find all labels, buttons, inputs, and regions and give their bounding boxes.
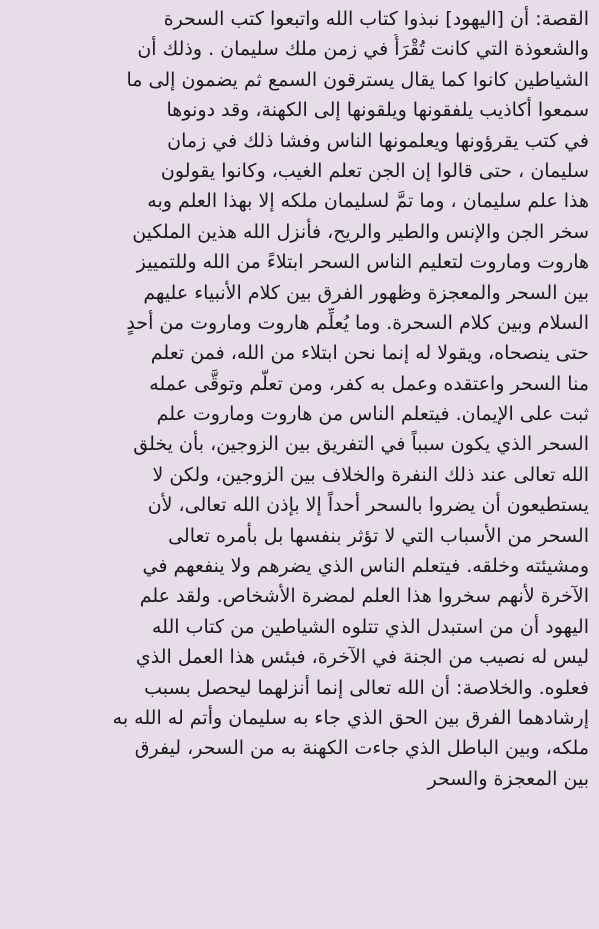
text-line: السلام وبين كلام السحرة. وما يُعلِّم هاروت وماروت من أحدٍ (126, 311, 589, 334)
text-line: اليهود أن من استبدل الذي تتلوه الشياطين من كتاب الله (152, 615, 589, 638)
text-line: هاروت وماروت لتعليم الناس السحر ابتلاءً من الله وللتمييز (136, 251, 589, 274)
text-line: يستطيعون أن يضروا بالسحر أحداً إلا بإذن الله تعالى، لأن (147, 494, 589, 517)
text-line: منا السحر واعتقده وعمل به كفر، ومن تعلَّم وتوقَّى عمله (149, 372, 589, 395)
text-line: والشعوذة التي كانت تُقْرَأُ في زمن ملك سليمان . وذلك أن (137, 38, 589, 61)
text-line: سخر الجن والإنس والطير والريح، فأنزل الله هذين الملكين (132, 220, 589, 243)
text-line: الآخرة لأنهم سخروا هذا العلم لمضرة الأشخاص. ولقد علم (139, 585, 589, 608)
text-line: القصة: أن [اليهود] نبذوا كتاب الله واتبعوا كتب السحرة (163, 8, 589, 30)
text-line: إرشادهما الفرق بين الحق الذي جاء به سليمان وأتم له الله به (112, 706, 589, 729)
text-line: ملكه، وبين الباطل الذي جاءت الكهنة به من السحر، ليفرق (134, 737, 589, 760)
text-line: ثبت على الإيمان. فيتعلم الناس من هاروت وماروت علم (156, 403, 589, 426)
text-line: ليس له نصيب من الجنة في الآخرة، فبئس هذا العمل الذي (135, 646, 589, 669)
text-line: بين المعجزة والسحر (427, 767, 589, 790)
text-line: سمعوا أكاذيب يلفقونها ويلقونها إلى الكهنة، وقد دونوها (166, 99, 589, 122)
text-line: الله تعالى عند ذلك النفرة والخلاف بين الزوجين، ولكن لا (152, 463, 589, 486)
text-line: حتى ينصحاه، ويقولا له إنما نحن ابتلاء من الله، فمن تعلم (150, 342, 589, 365)
text-line: في كتب يقرؤونها ويعلمونها الناس وفشا ذلك في زمان (167, 129, 589, 152)
text-line: السحر الذي يكون سبباً في التفريق بين الزوجين، بأن يخلق (133, 433, 589, 456)
text-line: الشياطين كانوا كما يقال يسترقون السمع ثم يضمون إلى ما (126, 68, 589, 91)
text-line: بين السحر والمعجزة وظهور الفرق بين كلام الأنبياء عليهم (143, 281, 589, 304)
text-line: هذا علم سليمان ، وما تمَّ لسليمان ملكه إلا بهذا العلم وبه (147, 190, 589, 213)
text-line: فعلوه. والخلاصة: أن الله تعالى إنما أنزلهما ليحصل بسبب (144, 676, 589, 699)
text-line: السحر من الأسباب التي لا تؤثر بنفسها بل بأمره تعالى (168, 524, 589, 547)
document-body (8, 4, 589, 794)
text-line: سليمان ، حتى قالوا إن الجن تعلم الغيب، وكانوا يقولون (160, 159, 589, 182)
text-line: ومشيئته وخلقه. فيتعلم الناس الذي يضرهم ولا ينفعهم في (142, 555, 589, 578)
